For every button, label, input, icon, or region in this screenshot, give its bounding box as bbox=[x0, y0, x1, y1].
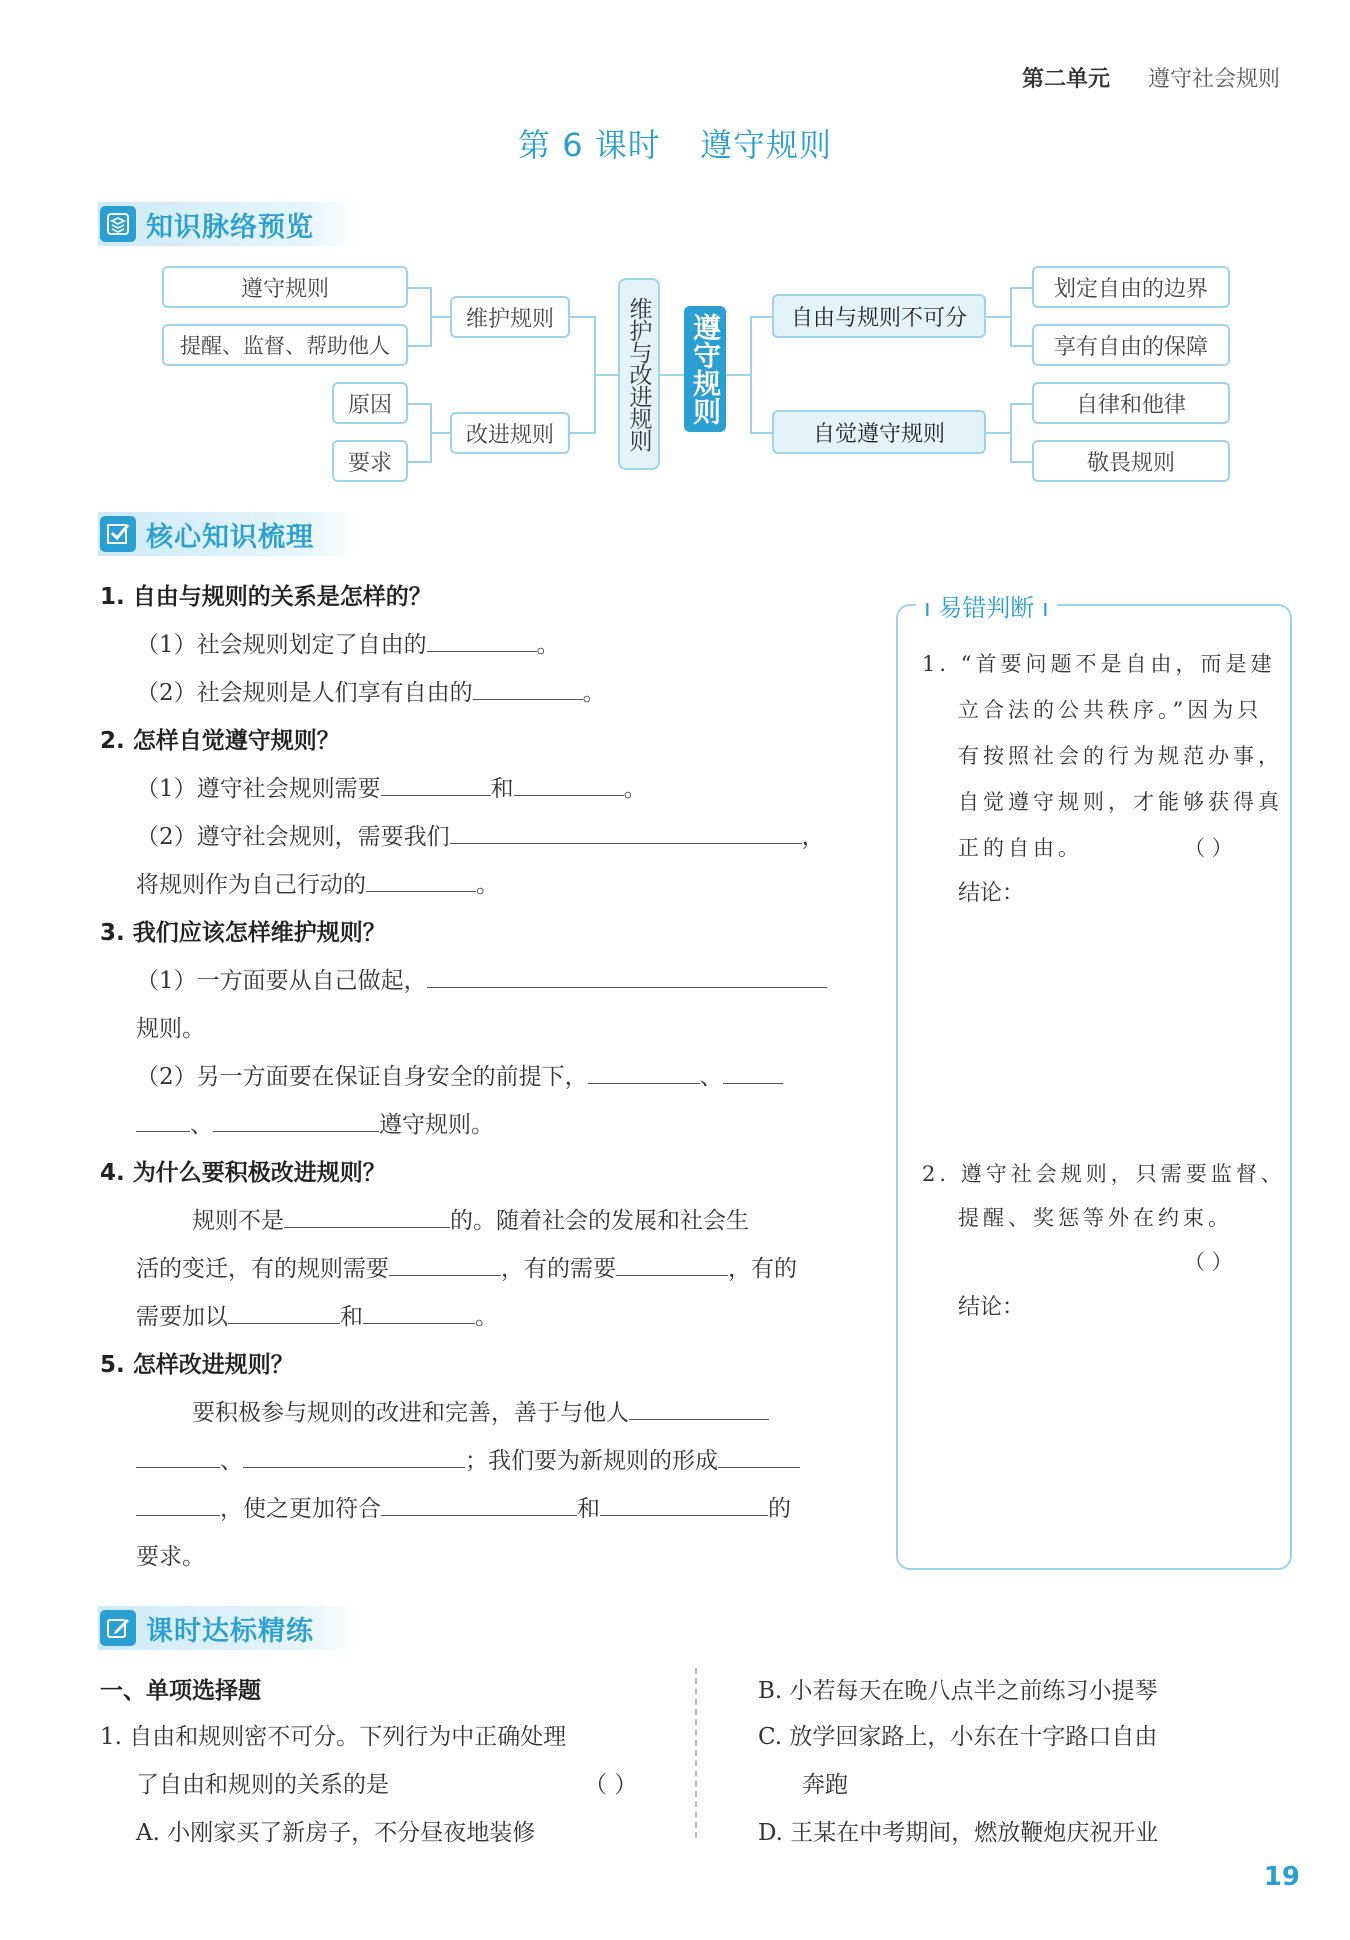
question-line bbox=[136, 1250, 797, 1283]
blank[interactable] bbox=[284, 1205, 450, 1228]
text: （2）社会规则是人们享有自由的 bbox=[136, 680, 473, 706]
text: （2）遵守社会规则，需要我们 bbox=[136, 824, 450, 850]
text: ， bbox=[801, 824, 825, 850]
connector bbox=[1010, 403, 1012, 463]
question-heading: 3. 我们应该怎样维护规则？ bbox=[100, 920, 386, 946]
text: （1）遵守社会规则需要 bbox=[136, 776, 381, 802]
blank[interactable] bbox=[136, 1109, 190, 1132]
option-a[interactable]: A. 小刚家买了新房子，不分昼夜地装修 bbox=[136, 1820, 536, 1846]
question-heading: 4. 为什么要积极改进规则？ bbox=[100, 1160, 386, 1186]
connector bbox=[1010, 287, 1012, 347]
lesson-name: 遵守规则 bbox=[699, 126, 832, 164]
lesson-title bbox=[0, 120, 1350, 166]
connector bbox=[570, 316, 594, 318]
question-line: 规则。 bbox=[136, 1016, 205, 1042]
mindmap-node: 自律和他律 bbox=[1032, 382, 1230, 424]
text: （1）社会规则划定了自由的 bbox=[136, 632, 427, 658]
connector bbox=[408, 345, 430, 347]
connector bbox=[986, 316, 1010, 318]
judgement-line: 自觉遵守规则，才能够获得真 bbox=[958, 790, 1283, 814]
blank[interactable] bbox=[473, 677, 583, 700]
blank[interactable] bbox=[136, 1493, 220, 1516]
connector bbox=[408, 403, 430, 405]
option-d[interactable]: D. 王某在中考期间，燃放鞭炮庆祝开业 bbox=[758, 1820, 1159, 1846]
question-line bbox=[136, 674, 606, 707]
blank[interactable] bbox=[450, 821, 802, 844]
question-line bbox=[192, 1394, 769, 1427]
text: 、 bbox=[220, 1448, 243, 1474]
mindmap-node: 要求 bbox=[332, 440, 408, 482]
text: 遵守规则。 bbox=[379, 1112, 494, 1138]
text: ；我们要为新规则的形成 bbox=[465, 1448, 718, 1474]
blank[interactable] bbox=[136, 1445, 220, 1468]
page-number: 19 bbox=[1263, 1862, 1300, 1892]
text: 、 bbox=[190, 1112, 213, 1138]
text: 。 bbox=[476, 872, 499, 898]
mindmap-center: 遵守规则 bbox=[684, 306, 726, 432]
practice-question: 了自由和规则的关系的是 bbox=[136, 1772, 389, 1798]
conclusion-label: 结论： bbox=[958, 881, 1025, 906]
connector bbox=[430, 432, 450, 434]
text: 将规则作为自己行动的 bbox=[136, 872, 366, 898]
judgement-line: 有按照社会的行为规范办事， bbox=[958, 744, 1283, 768]
mindmap-node: 划定自由的边界 bbox=[1032, 266, 1230, 308]
connector bbox=[1010, 287, 1032, 289]
mindmap-node: 自由与规则不可分 bbox=[772, 294, 986, 338]
judgement-line: 1. “首要问题不是自由，而是建 bbox=[922, 652, 1276, 676]
blank[interactable] bbox=[363, 1301, 475, 1324]
panel-title-text: 易错判断 bbox=[938, 594, 1035, 622]
blank[interactable] bbox=[723, 1061, 783, 1084]
answer-paren[interactable]: （ ） bbox=[1184, 1250, 1233, 1274]
mindmap-node: 原因 bbox=[332, 382, 408, 424]
judgement-line: 正的自由。 bbox=[958, 836, 1083, 860]
question-line bbox=[136, 962, 827, 995]
question-line bbox=[136, 626, 560, 659]
text: （1）一方面要从自己做起， bbox=[136, 968, 427, 994]
question-line bbox=[136, 770, 647, 803]
connector bbox=[986, 432, 1010, 434]
connector bbox=[408, 461, 430, 463]
judgement-line: 立合法的公共秩序。”因为只 bbox=[958, 698, 1263, 722]
text: 需要加以 bbox=[136, 1304, 228, 1330]
text: 和 bbox=[340, 1304, 363, 1330]
text: 要积极参与规则的改进和完善，善于与他人 bbox=[192, 1400, 629, 1426]
blank[interactable] bbox=[629, 1397, 769, 1420]
checkbox-icon bbox=[100, 516, 136, 552]
blank[interactable] bbox=[389, 1253, 501, 1276]
mindmap-node: 改进规则 bbox=[450, 412, 570, 454]
connector bbox=[660, 374, 684, 376]
text: 。 bbox=[536, 632, 560, 658]
connector bbox=[570, 432, 594, 434]
option-b[interactable]: B. 小若每天在晚八点半之前练习小提琴 bbox=[758, 1678, 1158, 1704]
blank[interactable] bbox=[616, 1253, 728, 1276]
judgement-line: 2. 遵守社会规则，只需要监督、 bbox=[922, 1162, 1286, 1186]
question-heading: 5. 怎样改进规则？ bbox=[100, 1352, 294, 1378]
text: 。 bbox=[475, 1304, 498, 1330]
question-heading: 2. 怎样自觉遵守规则？ bbox=[100, 728, 340, 754]
blank[interactable] bbox=[427, 629, 537, 652]
unit-label: 第二单元 bbox=[1022, 67, 1111, 92]
question-line bbox=[136, 1106, 494, 1139]
judgement-line: 提醒、奖惩等外在约束。 bbox=[958, 1206, 1233, 1230]
panel-title: ı 易错判断 ı bbox=[916, 588, 1057, 623]
section-title: 核心知识梳理 bbox=[146, 521, 314, 553]
connector bbox=[430, 316, 450, 318]
text: 和 bbox=[577, 1496, 600, 1522]
answer-paren[interactable]: （ ） bbox=[1184, 836, 1233, 860]
blank[interactable] bbox=[213, 1109, 379, 1132]
question-type: 一、单项选择题 bbox=[100, 1678, 261, 1704]
option-c[interactable]: C. 放学回家路上，小东在十字路口自由 bbox=[758, 1724, 1158, 1750]
text: （2）另一方面要在保证自身安全的前提下， bbox=[136, 1064, 588, 1090]
connector bbox=[1010, 403, 1032, 405]
section-title: 知识脉络预览 bbox=[146, 211, 314, 243]
text: 的 bbox=[768, 1496, 791, 1522]
question-line: 要求。 bbox=[136, 1544, 205, 1570]
lesson-number: 第 6 课时 bbox=[518, 126, 661, 164]
question-line bbox=[136, 1490, 791, 1523]
connector bbox=[750, 316, 772, 318]
question-line bbox=[136, 818, 825, 851]
mindmap-node: 敬畏规则 bbox=[1032, 440, 1230, 482]
connector bbox=[594, 374, 618, 376]
blank[interactable] bbox=[718, 1445, 800, 1468]
column-divider bbox=[695, 1668, 697, 1838]
question-line bbox=[192, 1202, 749, 1235]
blank[interactable] bbox=[381, 1493, 577, 1516]
question-heading: 1. 自由与规则的关系是怎样的？ bbox=[100, 584, 432, 610]
blank[interactable] bbox=[427, 965, 827, 988]
question-line bbox=[136, 1058, 783, 1091]
text: ，有的需要 bbox=[501, 1256, 616, 1282]
question-line bbox=[136, 866, 499, 899]
option-c-cont: 奔跑 bbox=[802, 1772, 848, 1798]
connector bbox=[750, 316, 752, 434]
conclusion-label: 结论： bbox=[958, 1295, 1025, 1320]
mindmap-node: 维护规则 bbox=[450, 296, 570, 338]
blank[interactable] bbox=[381, 773, 491, 796]
text: 和 bbox=[490, 776, 514, 802]
text: 活的变迁，有的规则需要 bbox=[136, 1256, 389, 1282]
blank[interactable] bbox=[243, 1445, 465, 1468]
unit-name: 遵守社会规则 bbox=[1148, 67, 1281, 92]
section-core-header bbox=[98, 512, 356, 556]
text: 、 bbox=[699, 1064, 723, 1090]
connector bbox=[726, 374, 750, 376]
text: ，使之更加符合 bbox=[220, 1496, 381, 1522]
section-title: 课时达标精练 bbox=[146, 1615, 314, 1647]
text: 的。随着社会的发展和社会生 bbox=[450, 1208, 749, 1234]
connector bbox=[1010, 345, 1032, 347]
answer-paren[interactable]: （ ） bbox=[584, 1772, 638, 1798]
layers-icon bbox=[100, 206, 136, 242]
question-line bbox=[136, 1298, 498, 1331]
mindmap-node: 维护与改进规则 bbox=[618, 278, 660, 470]
question-line bbox=[136, 1442, 800, 1475]
text: 。 bbox=[582, 680, 606, 706]
mindmap-node: 遵守规则 bbox=[162, 266, 408, 308]
connector bbox=[750, 432, 772, 434]
section-overview-header bbox=[98, 202, 356, 246]
blank[interactable] bbox=[588, 1061, 700, 1084]
blank[interactable] bbox=[514, 773, 624, 796]
mindmap-node: 提醒、监督、帮助他人 bbox=[162, 324, 408, 366]
mindmap-node: 享有自由的保障 bbox=[1032, 324, 1230, 366]
blank[interactable] bbox=[228, 1301, 340, 1324]
text: ，有的 bbox=[728, 1256, 797, 1282]
edit-icon bbox=[100, 1610, 136, 1646]
practice-question: 1. 自由和规则密不可分。下列行为中正确处理 bbox=[100, 1724, 567, 1750]
section-practice-header bbox=[98, 1606, 356, 1650]
blank[interactable] bbox=[600, 1493, 768, 1516]
mindmap-node: 自觉遵守规则 bbox=[772, 410, 986, 454]
blank[interactable] bbox=[366, 869, 476, 892]
connector bbox=[1010, 461, 1032, 463]
text: 规则不是 bbox=[192, 1208, 284, 1234]
connector bbox=[408, 287, 430, 289]
text: 。 bbox=[623, 776, 647, 802]
